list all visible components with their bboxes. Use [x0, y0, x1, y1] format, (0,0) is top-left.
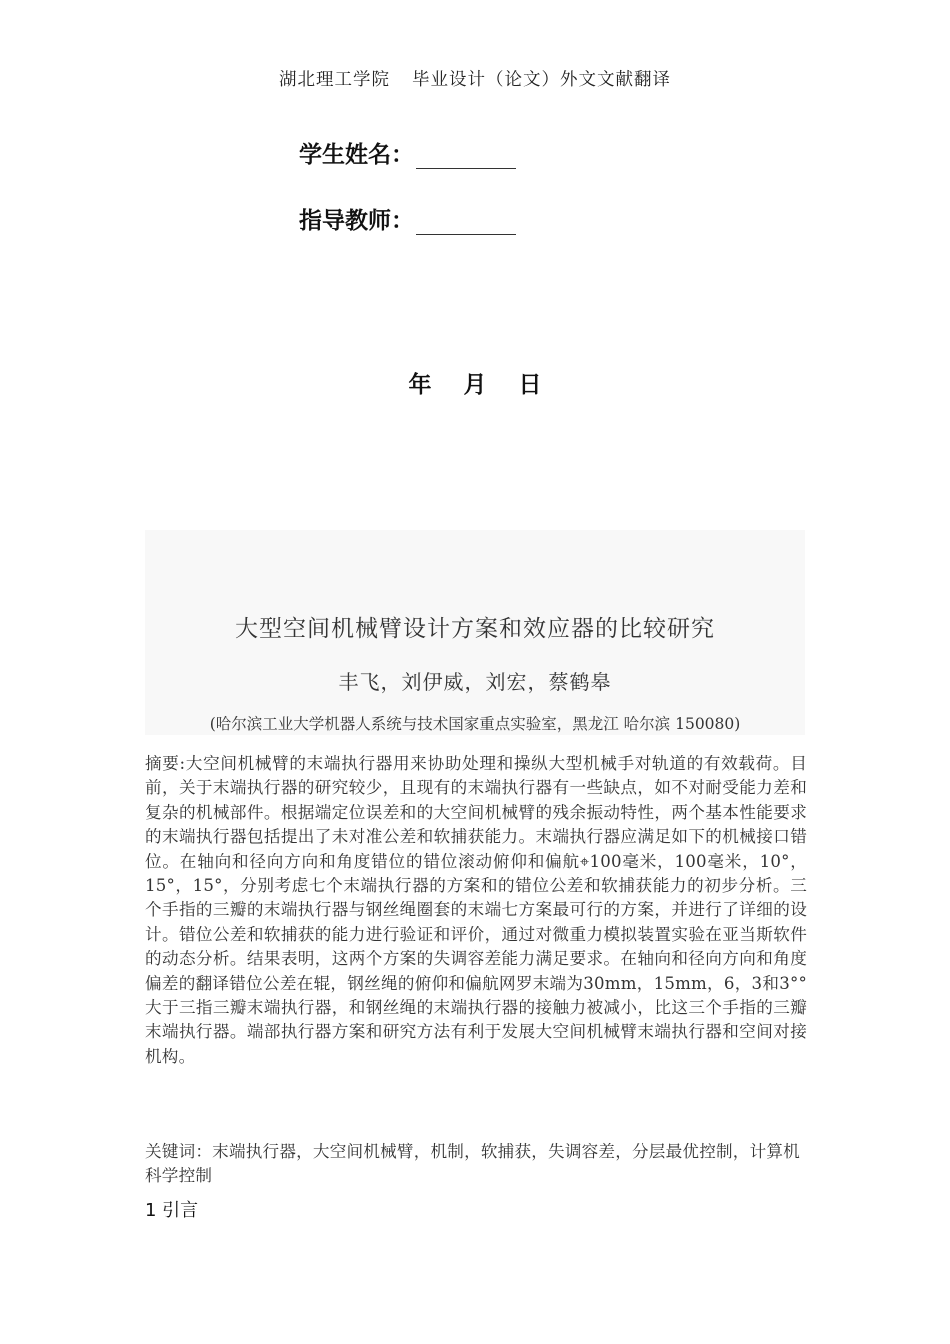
- paper-title: 大型空间机械臂设计方案和效应器的比较研究: [235, 616, 715, 642]
- header-doc-type: 毕业设计（论文）外文文献翻译: [412, 70, 671, 90]
- header-institution: 湖北理工学院: [279, 70, 390, 90]
- student-name-row: [299, 136, 516, 169]
- paper-authors: 丰飞，刘伊威，刘宏，蔡鹤皋: [338, 670, 612, 694]
- abstract-paragraph: 摘要:大空间机械臂的末端执行器用来协助处理和操纵大型机械手对轨道的有效载荷。目前，关于末端执行器的研究较少，且现有的末端执行器有一些缺点，如不对耐受能力差和复杂的机械部件。根据端定位误差和的大空间机械臂的残余振动特性，两个基本性能要求的末端执行器包括提出了未对准公差和软捕获能力。末端执行器应满足如下的机械接口错位。在轴向和径向方向和角度错位的错位滚动俯仰和偏航⌖100毫米，100毫米，10°，15°，15°，分别考虑七个末端执行器的方案和的错位公差和软捕获能力的初步分析。三个手指的三瓣的末端执行器与钢丝绳圈套的末端七方案最可行的方案，并进行了详细的设计。错位公差和软捕获的能力进行验证和评价，通过对微重力模拟装置实验在亚当斯软件的动态分析。结果表明，这两个方案的失调容差能力满足要求。在轴向和径向方向和角度偏差的翻译错位公差在辊，钢丝绳的俯仰和偏航网罗末端为30mm，15mm，6，3和3°°大于三指三瓣末端执行器，和钢丝绳的末端执行器的接触力被减小，比这三个手指的三瓣末端执行器。端部执行器方案和研究方法有利于发展大空间机械臂末端执行器和空间对接机构。: [145, 754, 807, 1066]
- student-name-label: 学生姓名：: [299, 142, 414, 168]
- paper-title-block: [145, 530, 805, 735]
- student-name-blank: [416, 144, 516, 169]
- keywords-paragraph: 关键词：末端执行器，大空间机械臂，机制，软捕获，失调容差，分层最优控制，计算机科学控制: [145, 1142, 800, 1186]
- paper-affiliation: (哈尔滨工业大学机器人系统与技术国家重点实验室，黑龙江 哈尔滨 150080): [209, 715, 741, 733]
- advisor-label: 指导教师：: [299, 208, 414, 234]
- page-header: [0, 66, 950, 91]
- date-year: 年: [408, 372, 432, 398]
- advisor-row: [299, 202, 516, 235]
- date-month: 月: [463, 372, 487, 398]
- advisor-blank: [416, 210, 516, 235]
- date-day: 日: [518, 372, 542, 398]
- date-line: [0, 366, 950, 399]
- section-heading: 1 引言: [145, 1200, 199, 1221]
